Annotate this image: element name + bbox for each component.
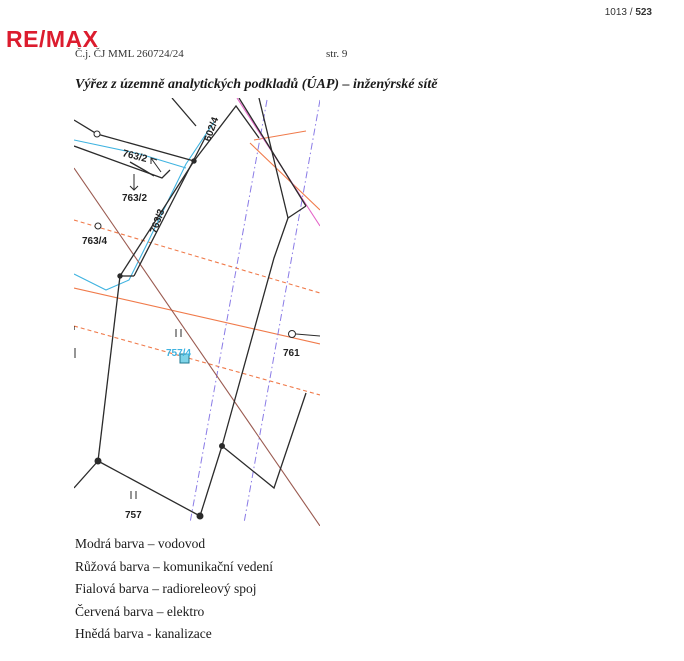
survey-point <box>220 444 225 449</box>
legend <box>75 533 273 646</box>
radio-link-lines <box>190 100 320 523</box>
page-counter-current: 1013 <box>604 7 627 18</box>
survey-point <box>192 159 196 163</box>
survey-point-tick <box>296 334 320 336</box>
legend-item: Růžová barva – komunikační vedení <box>75 558 273 574</box>
legend-item: Fialová barva – radioreleový spoj <box>75 581 257 596</box>
legend-item: Modrá barva – vodovod <box>75 536 206 551</box>
page-counter-total: 523 <box>635 7 652 18</box>
parcel-boundary <box>130 162 154 176</box>
survey-point <box>197 513 203 519</box>
survey-point <box>118 274 122 278</box>
legend-item: Červená barva – elektro <box>75 603 205 619</box>
parcel-label: 763/4 <box>82 236 108 247</box>
electricity-line <box>74 326 320 395</box>
sewer-lines <box>74 168 320 526</box>
parcel-boundary <box>200 446 222 516</box>
parcel-boundary <box>172 98 196 126</box>
survey-point <box>95 223 101 229</box>
parcel-label: 761 <box>283 348 300 359</box>
electricity-line <box>250 143 320 210</box>
parcel-label: 757 <box>125 510 142 521</box>
parcel-label: 763/2 <box>122 193 148 204</box>
page-counter <box>605 7 652 18</box>
utility-map <box>74 98 320 526</box>
parcel-label: 763/3 <box>148 207 168 236</box>
document-title: Výřez z územně analytických podkladů (ÚAP) – inženýrské sítě <box>75 77 438 92</box>
utility-map-svg <box>74 98 320 526</box>
parcel-boundary <box>222 393 306 488</box>
parcel-boundary <box>74 461 98 488</box>
parcel-boundaries <box>74 98 306 516</box>
document-reference: Č.j. ČJ MML 260724/24 <box>75 48 184 60</box>
survey-point <box>289 331 296 338</box>
parcel-label: 757/4 <box>166 348 192 359</box>
legend-item: Hnědá barva - kanalizace <box>75 626 212 641</box>
page-number: str. 9 <box>326 48 348 60</box>
survey-point <box>95 458 101 464</box>
parcel-boundary <box>98 276 120 461</box>
sewer-line <box>74 168 320 526</box>
survey-points <box>94 131 296 519</box>
survey-point <box>94 131 100 137</box>
parcel-boundary <box>98 461 200 516</box>
page-counter-separator: / <box>626 7 636 18</box>
parcel-label: 602/4 <box>202 115 222 144</box>
remax-logo: RE/MAX <box>6 26 99 52</box>
parcel-label: 763/2 <box>121 148 149 165</box>
electricity-line <box>74 288 320 344</box>
